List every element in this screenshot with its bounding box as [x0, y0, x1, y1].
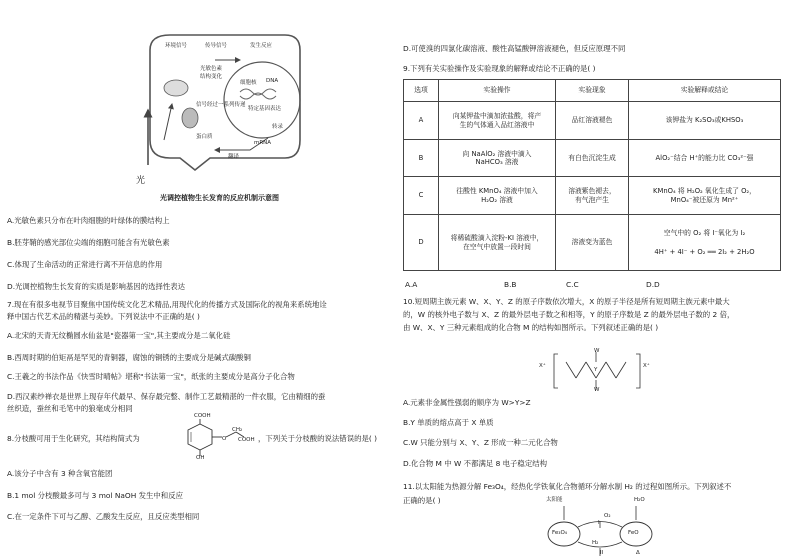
- label-feo: FeO: [628, 530, 639, 536]
- struct-x-right: X⁺: [643, 363, 650, 369]
- q10-option-a: A.元素非金属性强弱的顺序为 W>Y>Z: [403, 398, 531, 407]
- q9-stem: 9.下列有关实验操作及实验现象的解释或结论不正确的是( ): [403, 64, 596, 73]
- struct-ch2: CH₂: [232, 427, 243, 433]
- q9-row-b-operation: [439, 140, 556, 177]
- q9-header-phenomenon: 实验现象: [556, 80, 629, 102]
- struct-o: O: [222, 436, 227, 442]
- q9-row-d-phen-line1: 溶液变为蓝色: [571, 238, 613, 247]
- q8-option-a: A.该分子中含有 3 种含氧官能团: [7, 469, 113, 478]
- label-step2: II: [600, 550, 604, 556]
- q9-row-d-option: D: [404, 215, 439, 271]
- q9-row-c-con-line1: KMnO₄ 将 H₂O₂ 氧化生成了 O₂，: [653, 187, 756, 196]
- q9-row-c-phenomenon: [556, 177, 629, 215]
- q10-option-d: D.化合物 M 中 W 不都满足 8 电子稳定结构: [403, 459, 547, 468]
- q6-option-a: A.光敏色素只分布在叶肉细胞的叶绿体的膜结构上: [7, 216, 170, 225]
- cycle-drawing: [544, 496, 664, 558]
- label-delta: Δ: [636, 550, 640, 556]
- label-transcription: 转录: [272, 124, 284, 130]
- q9-row-d-con-line1: 空气中的 O₂ 将 I⁻氧化为 I₂: [663, 229, 746, 238]
- label-transmit-signal: 传导信号: [205, 43, 228, 49]
- label-dna: DNA: [266, 78, 279, 84]
- q9-header-conclusion: 实验解释或结论: [629, 80, 781, 102]
- q10-option-c: C.W 只能分别与 X、Y、Z 形成一种二元化合物: [403, 438, 558, 447]
- struct-w-top: W: [594, 348, 600, 354]
- q9-row-a-con-line1: 该钾盐为 K₂SO₃或KHSO₃: [665, 116, 744, 125]
- label-mrna: mRNA: [254, 140, 272, 146]
- q9-answer-a: A.A: [405, 280, 418, 289]
- label-step1: I: [598, 520, 600, 526]
- q9-row-b-op-line2: NaHCO₃ 溶液: [475, 158, 519, 166]
- q9-row-c: [404, 177, 781, 215]
- q7-option-a: A.北宋的天青无纹椭圆水仙盆是"瓷器第一宝",其主要成分是二氧化硅: [7, 331, 231, 340]
- label-environment-signal: 环境信号: [165, 43, 188, 49]
- q11-stem-line2: 正确的是( ): [403, 496, 441, 505]
- q9-row-a-op-line1: 向某钾盐中滴加浓盐酸，将产: [452, 112, 542, 121]
- q7-stem-line2: 释中国古代艺术品的精湛与美妙。下列说法中不正确的是( ): [7, 312, 200, 321]
- q9-answer-d: D.D: [646, 280, 660, 289]
- q10-stem-line2: 的，W 的核外电子数与 X、Z 的最外层电子数之和相等，Y 的原子序数是 Z 的最外层电子数的 2 倍，: [403, 310, 735, 319]
- q8-stem: 8.分枝酸可用于生化研究，其结构简式为: [7, 434, 140, 443]
- label-protein: 蛋白质: [196, 134, 213, 140]
- q7-stem-line1: 7.现在有很多电视节目聚焦中国传统文化艺术精品,用现代化的传播方式及国际化的视角来系统地诠: [7, 300, 327, 309]
- label-gene-expression: 特定基因表达: [248, 106, 282, 112]
- q9-row-a-op-line2: 生的气体通入品红溶液中: [459, 120, 535, 129]
- q7-option-c: C.王羲之的书法作品《快雪时晴帖》堪称"书法第一宝"，纸张的主要成分是高分子化合物: [7, 372, 295, 381]
- q9-row-d-phenomenon: [556, 215, 629, 271]
- q9-row-b-option: B: [404, 140, 439, 177]
- struct-x-left: X⁺: [539, 363, 546, 369]
- left-column: [0, 0, 396, 560]
- q7-option-d-line1: D.西汉素纱禅衣是世界上现存年代最早、保存最完整、制作工艺最精湛的一件衣服，它由精细的蚕: [7, 392, 326, 401]
- q9-row-c-phen-line2: 有气泡产生: [575, 195, 609, 204]
- q9-header-operation: 实验操作: [439, 80, 556, 102]
- q6-option-d: D.光调控植物生长发育的实质是影响基因的选择性表达: [7, 282, 186, 291]
- right-column: [396, 0, 794, 560]
- q9-row-d-con-line2: 4H⁺ + 4I⁻ + O₂ ══ 2I₂ + 2H₂O: [654, 247, 755, 256]
- label-translation: 翻译: [228, 154, 240, 160]
- q9-row-d: [404, 215, 781, 271]
- q9-header-row: [404, 80, 781, 102]
- q9-row-c-operation: [439, 177, 556, 215]
- q9-row-a-operation: [439, 102, 556, 140]
- label-signal-effect: 发生反应: [250, 43, 273, 49]
- dna-helix: [240, 89, 276, 95]
- q9-row-b-op-line1: 向 NaAlO₂ 溶液中滴入: [462, 149, 532, 158]
- q8-option-d: D.可使溴的四氯化碳溶液、酸性高锰酸钾溶液褪色，但反应原理不同: [403, 44, 626, 53]
- nucleus: [224, 62, 300, 138]
- q10-stem-line1: 10.短周期主族元素 W、X、Y、Z 的原子序数依次增大，X 的原子半径是所有短周期主族元素中最大: [403, 297, 730, 306]
- q11-stem-line1: 11.以太阳能为热源分解 Fe₃O₄，经热化学铁氧化合物循环分解水制 H₂ 的过程如图所示。下列叙述不: [403, 482, 732, 491]
- struct-oh: OH: [196, 455, 205, 461]
- label-nucleus: 细胞核: [240, 80, 257, 86]
- struct-cooh-top: COOH: [194, 413, 211, 419]
- q9-row-c-option: C: [404, 177, 439, 215]
- q9-row-b-con-line1: AlO₂⁻结合 H⁺的能力比 CO₃²⁻强: [655, 153, 754, 162]
- struct-cooh-side: COOH: [238, 437, 255, 443]
- q9-row-c-con-line2: MnO₄⁻被还原为 Mn²⁺: [670, 195, 739, 204]
- q10-stem-line3: 由 W、X、Y 三种元素组成的化合物 M 的结构如图所示。下列叙述正确的是( ): [403, 323, 659, 332]
- q9-row-b-phenomenon: [556, 140, 629, 177]
- label-h2: H₂: [592, 540, 599, 546]
- phytochrome-shape: [164, 80, 188, 96]
- q9-row-a-phenomenon: [556, 102, 629, 140]
- diagram-drawing: [0, 0, 396, 200]
- q9-row-a-option: A: [404, 102, 439, 140]
- label-o2: O₂: [604, 513, 611, 519]
- struct-w-bottom: W: [594, 387, 600, 393]
- q9-row-d-conclusion: [629, 215, 781, 271]
- q9-row-d-op-line1: 将稀硫酸滴入淀粉-KI 溶液中，: [450, 234, 544, 243]
- q9-row-b-conclusion: [629, 140, 781, 177]
- label-sun: 太阳能: [546, 497, 563, 503]
- q9-row-c-phen-line1: 溶液紫色褪去，: [568, 187, 616, 196]
- q9-answer-b: B.B: [504, 280, 517, 289]
- label-light: 光: [136, 176, 146, 186]
- q9-row-b: [404, 140, 781, 177]
- label-h2o: H₂O: [634, 497, 645, 503]
- label-signal-spread: 信号经过一系列传递: [196, 102, 246, 108]
- q7-option-d-line2: 丝织造，蚕丝和毛笔中的狼毫成分相同: [7, 404, 133, 413]
- protein-shape: [182, 108, 198, 128]
- figure-caption: 光调控植物生长发育的反应机制示意图: [160, 194, 279, 202]
- q7-option-b: B.西周时期的伯矩鬲是罕见的青铜器，腐蚀的铜锈的主要成分是碱式碳酸铜: [7, 353, 251, 362]
- q9-row-d-op-line2: 在空气中放置一段时间: [463, 242, 531, 251]
- label-phytochrome: 光敏色素: [200, 66, 223, 72]
- label-fe3o4: Fe₃O₄: [552, 530, 567, 536]
- q10-option-b: B.Y 单质的熔点高于 X 单质: [403, 418, 494, 427]
- q8-stem-after: ，下列关于分枝酸的说法错误的是( ): [258, 434, 377, 443]
- q9-row-b-phen-line1: 有白色沉淀生成: [568, 153, 616, 162]
- q9-row-a-conclusion: [629, 102, 781, 140]
- q8-option-c: C.在一定条件下可与乙醇、乙酸发生反应，且反应类型相同: [7, 512, 200, 521]
- q9-row-c-op-line2: H₂O₂ 溶液: [481, 195, 513, 204]
- q9-row-d-operation: [439, 215, 556, 271]
- q9-table: [403, 79, 781, 271]
- q9-row-c-conclusion: [629, 177, 781, 215]
- q6-option-b: B.胚芽鞘的感光部位尖端的细胞可能含有光敏色素: [7, 238, 170, 247]
- label-structure-change: 结构变化: [200, 74, 223, 80]
- q9-row-a: [404, 102, 781, 140]
- q9-answer-c: C.C: [566, 280, 579, 289]
- q9-row-a-phen-line1: 品红溶液褪色: [571, 116, 613, 125]
- struct-y-center: Y: [594, 367, 598, 373]
- q9-header-option: 选项: [404, 80, 439, 102]
- q8-option-b: B.1 mol 分枝酸最多可与 3 mol NaOH 发生中和反应: [7, 491, 183, 500]
- q9-row-c-op-line1: 往酸性 KMnO₄ 溶液中加入: [456, 187, 538, 196]
- q6-option-c: C.体现了生命活动的正常进行离不开信息的作用: [7, 260, 163, 269]
